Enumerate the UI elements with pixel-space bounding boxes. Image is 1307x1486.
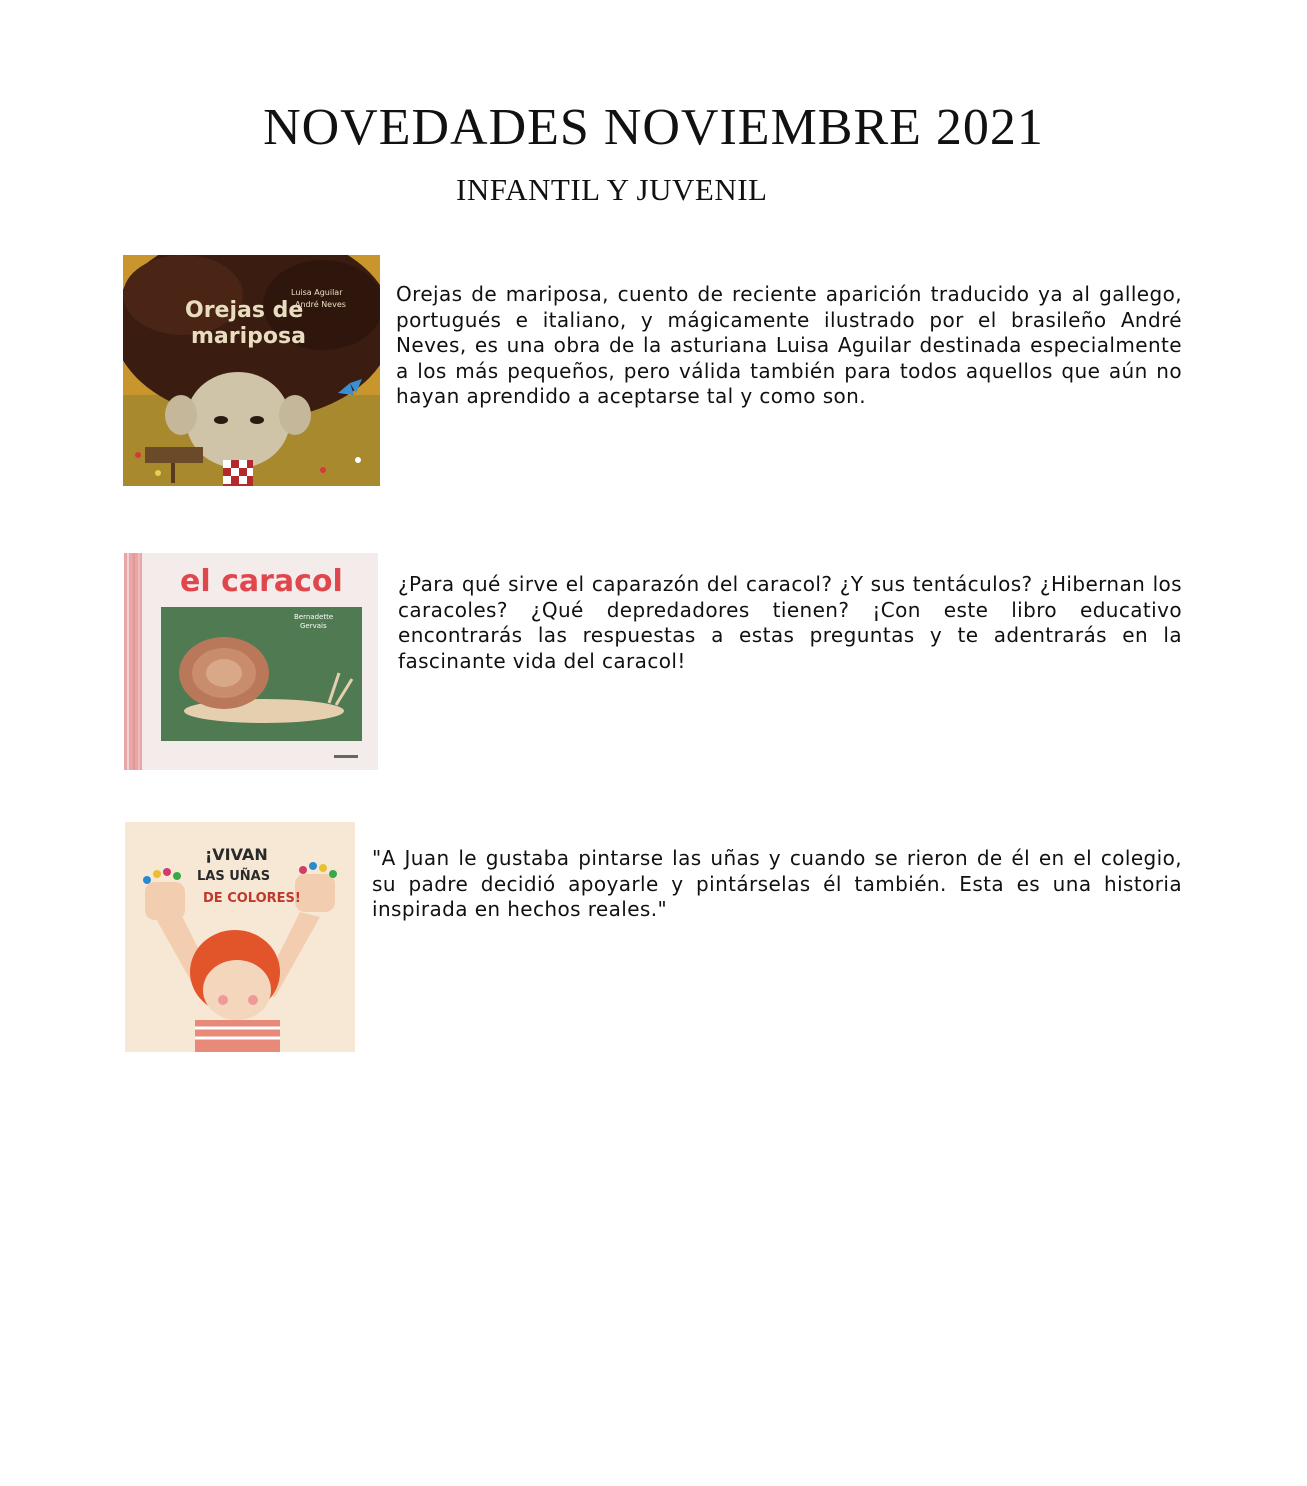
cover-1-author-1: Luisa Aguilar: [291, 288, 343, 297]
cover-3-title-line1: ¡VIVAN: [205, 845, 268, 864]
cover-2-title: el caracol: [180, 564, 343, 599]
cover-3-title-line3: DE COLORES!: [203, 891, 301, 906]
book-description-1: Orejas de mariposa, cuento de reciente aparición traducido ya al gallego, portugués e italiano, y mágicamente ilustrado por el brasileño André Neves, es una obra de la asturiana Luisa Aguilar destinada especialmente a los más pequeños, pero válida también para todos aquellos que aún no hayan aprendido a aceptarse tal y como son.: [396, 282, 1182, 408]
page-title: NOVEDADES NOVIEMBRE 2021: [263, 99, 1044, 156]
book-cover-vivan-las-unas-de-colores: [125, 822, 355, 1052]
cover-1-author-2: André Neves: [295, 300, 346, 309]
page-subtitle: INFANTIL Y JUVENIL: [456, 172, 768, 207]
cover-1-title-line2: mariposa: [191, 324, 306, 349]
book-description-3: "A Juan le gustaba pintarse las uñas y cuando se rieron de él en el colegio, su padre decidió apoyarle y pintárselas él también. Esta es una historia inspirada en hechos reales.": [372, 846, 1182, 921]
book-cover-orejas-de-mariposa: [123, 255, 380, 486]
cover-2-author-2: Gervais: [300, 622, 327, 630]
cover-2-author-1: Bernadette: [294, 613, 334, 621]
cover-3-title-line2: LAS UÑAS: [197, 869, 271, 884]
cover-1-title-line1: Orejas de: [185, 298, 304, 323]
book-description-2: ¿Para qué sirve el caparazón del caracol? ¿Y sus tentáculos? ¿Hibernan los caracoles? ¿Qué depredadores tienen? ¡Con este libro educativo encontrarás las respuestas a estas preguntas y te adentrarás en la fascinante vida del caracol!: [398, 572, 1182, 673]
book-cover-el-caracol: [124, 553, 378, 770]
